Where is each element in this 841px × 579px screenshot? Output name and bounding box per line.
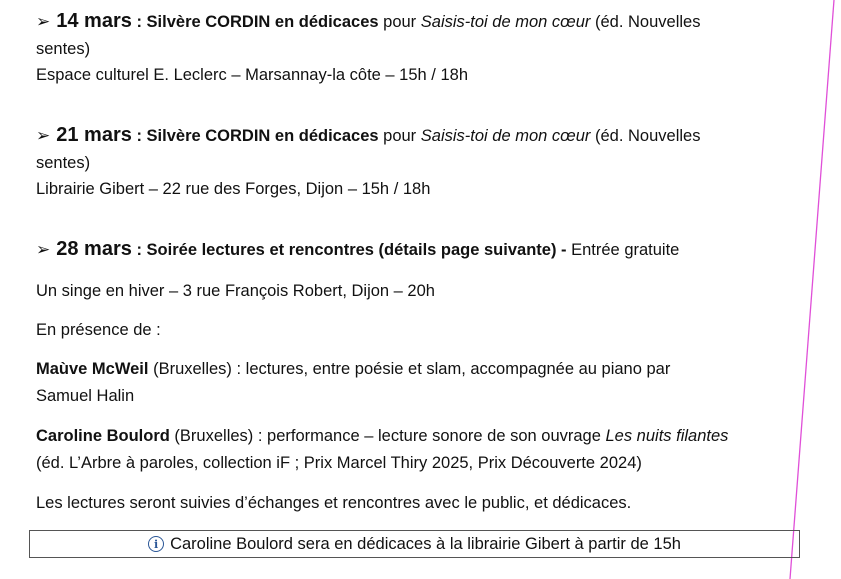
arrow-bullet-icon: ➢ [36, 240, 51, 259]
guest-description-line2: Samuel Halin [36, 387, 135, 405]
arrow-bullet-icon: ➢ [36, 12, 51, 31]
event-location: Librairie Gibert – 22 rue des Forges, Dijon – 15h / 18h [36, 180, 431, 198]
info-icon: i [148, 536, 164, 552]
event-text: pour [378, 13, 421, 31]
event-text: Entrée gratuite [566, 241, 680, 259]
book-title: Saisis-toi de mon cœur [420, 13, 591, 31]
event-21-mars [36, 122, 700, 149]
event-publisher: (éd. Nouvelles [590, 13, 701, 31]
info-notice-box [29, 530, 800, 558]
event-14-mars [36, 8, 700, 35]
guest-maure-mcweil [36, 358, 670, 380]
guest-name: Maùve McWeil [36, 360, 149, 378]
event-sep: : [131, 13, 147, 31]
presence-label: En présence de : [36, 321, 161, 339]
event-text: pour [378, 127, 421, 145]
guest-description: (Bruxelles) : performance – lecture sonore de son ouvrage [169, 427, 606, 445]
book-title: Saisis-toi de mon cœur [420, 127, 591, 145]
event-title: Silvère CORDIN en dédicaces [146, 13, 379, 31]
closing-text: Les lectures seront suivies d’échanges et rencontres avec le public, et dédicaces. [36, 494, 632, 512]
event-publisher: (éd. Nouvelles [590, 127, 701, 145]
event-line2: sentes) [36, 40, 91, 58]
event-line2: sentes) [36, 154, 91, 172]
event-venue: Un singe en hiver – 3 rue François Robert, Dijon – 20h [36, 282, 435, 300]
event-date: 28 mars [56, 238, 132, 260]
work-title: Les nuits filantes [605, 427, 729, 445]
notice-text: Caroline Boulord sera en dédicaces à la librairie Gibert à partir de 15h [170, 534, 681, 553]
guest-description-line2: (éd. L’Arbre à paroles, collection iF ; Prix Marcel Thiry 2025, Prix Découverte 2024) [36, 454, 642, 472]
event-sep: : [131, 241, 147, 259]
event-location: Espace culturel E. Leclerc – Marsannay-la côte – 15h / 18h [36, 66, 468, 84]
event-date: 21 mars [56, 124, 132, 146]
event-title: Silvère CORDIN en dédicaces [146, 127, 379, 145]
event-sep: : [131, 127, 147, 145]
guest-name: Caroline Boulord [36, 427, 170, 445]
arrow-bullet-icon: ➢ [36, 126, 51, 145]
guest-caroline-boulord [36, 425, 728, 447]
event-title: Soirée lectures et rencontres (détails page suivante) - [146, 241, 567, 259]
event-date: 14 mars [56, 10, 132, 32]
event-28-mars [36, 236, 679, 263]
guest-description: (Bruxelles) : lectures, entre poésie et slam, accompagnée au piano par [148, 360, 671, 378]
